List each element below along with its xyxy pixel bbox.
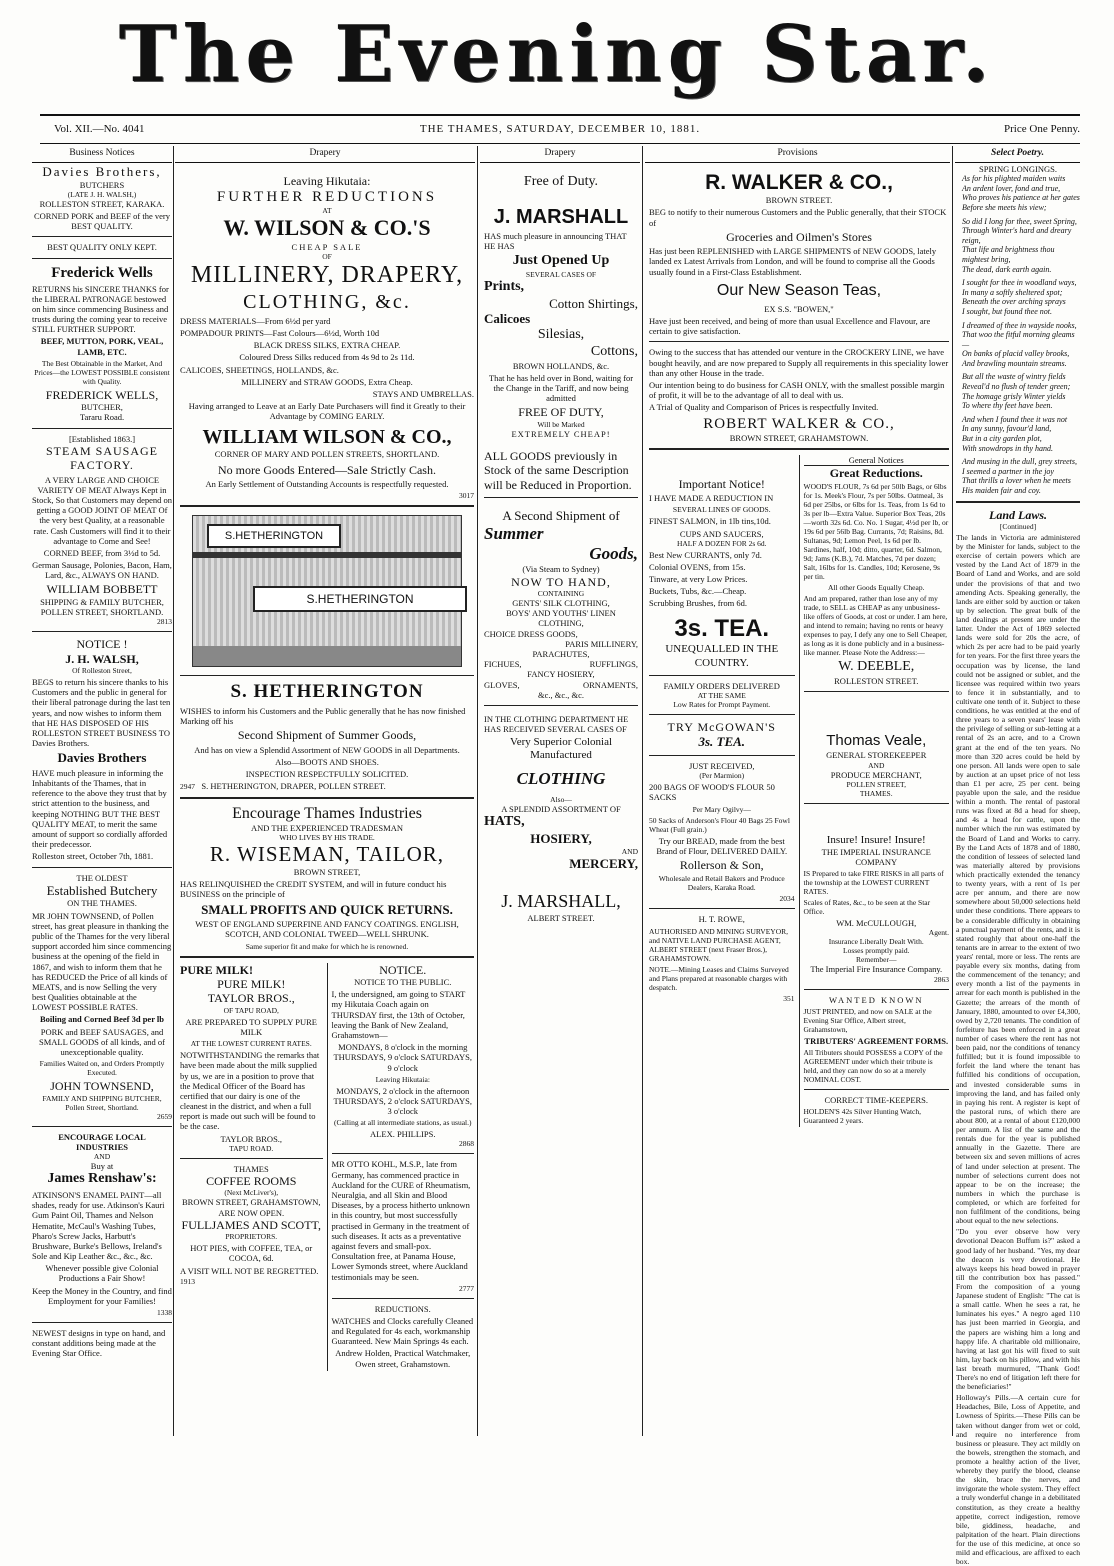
- marshall-has: HAS much pleasure in announcing THAT HE HAS: [484, 230, 627, 251]
- wells-thanks: RETURNS his SINCERE THANKS for the LIBERAL PATRONAGE bestowed on him since commencing Business and trusts during the coming year to receive STILL FURTHER SUPPORT.: [32, 283, 169, 335]
- issue-date: THE THAMES, SATURDAY, DECEMBER 10, 1881.: [419, 123, 701, 135]
- poem-line: That thrills a lover when he meets: [962, 476, 1071, 486]
- poem-line: Reveal'd no flush of tender green;: [962, 382, 1071, 392]
- and-3: AND: [621, 846, 638, 856]
- poem-line: And brawling mountain streams.: [962, 358, 1067, 368]
- all-goods: ALL GOODS previously in Stock of the same Description will be Reduced in Proportion.: [484, 448, 632, 492]
- etc: &c., &c., &c.: [537, 689, 585, 700]
- deeble-text: And am prepared, rather than lose any of my trade, to SELL as CHEAP as any unbusiness-like offers of Goods, at cost or under. I am here, and intend to remain; having no rents or heavy expenses to pay, I defy any one to Sell Cheaper, as long as it is done publicly and in a business-like manner. Please Note the Address:—: [803, 594, 948, 658]
- general-storekeeper: GENERAL STOREKEEPER: [826, 750, 927, 761]
- all-other: All other Goods Equally Cheap.: [828, 583, 925, 593]
- now-open: ARE NOW OPEN.: [218, 1207, 285, 1218]
- sausage-text: A VERY LARGE AND CHOICE VARIETY OF MEAT Always Kept in Stock, So that Customers may depend on getting a GOOD JOINT OF MEAT Of the very best Quality, at a reasonable rate. Cash Customers will find it to their advantage to Come and See!: [32, 474, 173, 546]
- visit: A VISIT WILL NOT BE REGRETTED.: [180, 1265, 319, 1276]
- column-provisions: [649, 164, 949, 1436]
- continued: [Continued]: [999, 521, 1037, 531]
- hetherington-second: Second Shipment of Summer Goods,: [237, 728, 417, 743]
- boiling: Boiling and Corned Beef 3d per lb: [39, 1014, 165, 1025]
- rollerson-sub: Wholesale and Retail Bakers and Produce Dealers, Karaka Road.: [658, 874, 785, 893]
- sausage-german: German Sausage, Polonies, Bacon, Ham, Lard, &c., ALWAYS ON HAND.: [32, 560, 172, 581]
- holden-watch: HOLDEN'S 42s Silver Hunting Watch, Guaranteed 2 years.: [803, 1107, 921, 1126]
- notice-public: NOTICE TO THE PUBLIC.: [354, 977, 452, 988]
- coffee-rooms: COFFEE ROOMS: [206, 1174, 297, 1189]
- bowen: EX S.S. "BOWEN,": [764, 303, 834, 314]
- imp-prepared: IS Prepared to take FIRE RISKS in all parts of the township at the LOWEST CURRENT RATES.: [803, 869, 944, 897]
- wiseman-heading: R. WISEMAN, TAILOR,: [209, 841, 445, 866]
- pompadour: POMPADOUR PRINTS—Fast Colours—6½d, Worth 10d: [180, 327, 380, 338]
- davies-corned: CORNED PORK and BEEF of the very BEST QUALITY.: [34, 210, 170, 232]
- townsend-sub: FAMILY AND SHIPPING BUTCHER, Pollen Street, Shortland.: [42, 1093, 162, 1112]
- paris: PARIS MILLINERY,: [565, 638, 638, 649]
- reductions: REDUCTIONS.: [374, 1303, 431, 1314]
- poem-line: Before she meets his view;: [962, 202, 1047, 212]
- poem-line: I dreamed of thee in wayside nooks,: [962, 320, 1077, 330]
- replenished: Has just been REPLENISHED with LARGE SHIPMENTS of NEW GOODS, lately landed ex Latest Arrivals from London, and will be found to comprise all the Goods usually found in a First-Class Establishment.: [649, 246, 937, 277]
- davies-address: ROLLESTON STREET, KARAKA.: [39, 198, 165, 209]
- rollerson-no: 2034: [779, 894, 795, 904]
- robert-walker-addr: BROWN STREET, GRAHAMSTOWN.: [729, 432, 869, 443]
- containing: CONTAINING: [537, 589, 585, 598]
- agent: Agent.: [928, 928, 949, 938]
- losses: Losses promptly paid.: [843, 946, 910, 956]
- wiseman-street: BROWN STREET,: [293, 867, 361, 878]
- tea-price-2: 3s. TEA.: [698, 734, 746, 750]
- hetherington-inspection: INSPECTION RESPECTFULLY SOLICITED.: [245, 769, 409, 780]
- column-head-drapery-2: Drapery: [480, 148, 640, 163]
- clothing-heading: CLOTHING, &c.: [243, 290, 411, 313]
- wilson-no: 3017: [459, 491, 474, 501]
- colored-silks: Coloured Dress Silks reduced from 4s 9d to 2s 11d.: [239, 352, 415, 363]
- at: AT: [322, 206, 332, 216]
- fancy-hosiery: FANCY HOSIERY,: [527, 669, 595, 680]
- volume-number: Vol. XII.—No. 4041: [54, 123, 145, 135]
- second-shipment: A Second Shipment of: [502, 508, 620, 524]
- low-rates: Low Rates for Prompt Payment.: [673, 700, 771, 710]
- davies2-text: HAVE much pleasure in informing the Inhabitants of the Thames, that in reference to the above they trust that by strict attention to the business, and keeping NOTHING BUT THE BEST QUALITY MEAT, to merit the same amount of support so cordially afforded their predecessor.: [32, 767, 168, 850]
- several-lines: SEVERAL LINES OF GOODS.: [672, 505, 771, 515]
- column-divider: [952, 146, 953, 1436]
- tinware: Tinware, at very Low Prices.: [649, 574, 748, 585]
- davies-sub: BUTCHERS: [79, 179, 125, 190]
- land-laws: Land Laws.: [988, 507, 1047, 522]
- prints: Prints,: [484, 278, 525, 294]
- held-in-bond: That he has held over in Bond, waiting for the Change in the Tariff, and now being admitted: [488, 372, 634, 404]
- deeble: W. DEEBLE,: [838, 659, 915, 675]
- black-silks: BLACK DRESS SILKS, EXTRA CHEAP.: [253, 340, 401, 351]
- no-more-goods: No more Goods Entered—Sale Strictly Cash.: [218, 462, 436, 477]
- imperial-fire: The Imperial Fire Insurance Company.: [810, 964, 943, 975]
- renshaw-heading: James Renshaw's:: [47, 1171, 157, 1187]
- column-head-business: Business Notices: [32, 148, 172, 163]
- buy-at: Buy at: [90, 1160, 114, 1171]
- rowe-no: 351: [783, 993, 795, 1003]
- imperial: THE IMPERIAL INSURANCE COMPANY: [821, 846, 931, 868]
- hetherington-no: 2947: [180, 782, 195, 792]
- poem-line: Through Winter's hard and dreary reign,: [962, 226, 1072, 245]
- now-to-hand: NOW TO HAND,: [511, 574, 611, 589]
- calicoes-3: Calicoes: [484, 311, 531, 327]
- wells-beef: BEEF, MUTTON, PORK, VEAL, LAMB, ETC.: [40, 336, 164, 357]
- fichues: FICHUES,: [484, 659, 522, 670]
- wwc-heading: WILLIAM WILSON & CO.,: [202, 426, 452, 449]
- unequalled: UNEQUALLED IN THE COUNTRY.: [665, 643, 779, 669]
- encourage-thames: Encourage Thames Industries: [232, 804, 422, 822]
- also: Also—: [550, 795, 572, 805]
- townsend-text: MR JOHN TOWNSEND, of Pollen street, has great pleasure in thanking the public of the Thames for the very liberal support accorded him since commencing business at the opening of the field in 1867, and wish to inform them that he has REDUCED the Price of all kinds of MEATS, and is now Selling the very best Qualities obtainable at the LOWEST POSSIBLE RATES.: [32, 910, 172, 1013]
- gents: GENTS' SILK CLOTHING,: [512, 598, 610, 608]
- renshaw-money: Keep the Money in the Country, and find Employment for your Families!: [32, 1285, 172, 1306]
- poem-line: In any sunny, favour'd land,: [962, 424, 1052, 434]
- renshaw-items: ATKINSON'S ENAMEL PAINT—all shades, ready for use. Atkinson's Kauri Gum Paint Oil, Thames and Nelson Hematite, McCaul's Washing Tubes, Pharo's Screw Jacks, Harbutt's Brushware, Burke's Bellows, Ireland's Sole and Kip Leather &c., &c., &c.: [32, 1189, 165, 1262]
- poem-line: The homage grisly Winter yields: [962, 391, 1066, 401]
- poem-line: With snowdrops in thy hand.: [962, 443, 1054, 453]
- column-head-drapery-1: Drapery: [175, 148, 475, 163]
- column-head-provisions: Provisions: [645, 148, 950, 163]
- renshaw-no: 1338: [157, 1308, 172, 1317]
- notice-heading: NOTICE !: [76, 637, 128, 652]
- shop-sign-top: S.HETHERINGTON: [207, 524, 341, 548]
- price: Price One Penny.: [1004, 123, 1080, 135]
- fulljames: FULLJAMES AND SCOTT,: [181, 1217, 321, 1232]
- bread: Try our BREAD, made from the best Brand of Flour, DELIVERED DAILY.: [656, 835, 788, 856]
- sausage-corned: CORNED BEEF, from 3½d to 5d.: [43, 547, 161, 558]
- phillips-no: 2868: [459, 1139, 474, 1149]
- west-of-england: WEST OF ENGLAND SUPERFINE AND FANCY COATINGS. ENGLISH, SCOTCH, AND COLONIAL TWEED—WELL SHRUNK.: [195, 919, 459, 940]
- poem: [956, 174, 1080, 495]
- imp-no: 2863: [934, 974, 949, 984]
- hetherington-view: And has on view a Splendid Assortment of NEW GOODS in all Departments.: [194, 744, 460, 755]
- walsh-text: BEGS to return his sincere thanks to his Customers and the public in general for their liberal patronage during the last ten years, and now wishes to inform them that HE HAS DISPOSED OF HIS ROLLESTON STREET BUSINESS TO Davies Brothers.: [32, 677, 171, 749]
- butchery-sub: ON THE THAMES.: [67, 898, 137, 909]
- mercery: MERCERY,: [569, 855, 638, 871]
- kohl-text: MR OTTO KOHL, M.S.P., late from Germany, has commenced practice in Auckland for the CURE of Rheumatism, Neuralgia, and all Skin and Blood Diseases, by a process hitherto unknown in this country, but most successfully practised in Germany in the treatment of such diseases. It acts as a preventative against fevers and small-pox. Consultation free, at Panama House, Lower Symonds street, where Auckland testimonials may be seen.: [331, 1159, 471, 1282]
- pollen-street: POLLEN STREET,: [846, 779, 906, 789]
- and-4: AND: [868, 760, 885, 770]
- trial: A Trial of Quality and Comparison of Prices is respectfully Invited.: [649, 402, 879, 413]
- sausage-heading: STEAM SAUSAGE FACTORY.: [45, 443, 158, 473]
- notice-text: I, the undersigned, am going to START my Hikutaia Coach again on THURSDAY first, the 13th of October, leaving the Bank of New Zealand, Grahamstown—: [331, 989, 466, 1040]
- oldest: THE OLDEST: [76, 872, 128, 883]
- pure-milk-2: PURE MILK!: [217, 977, 286, 992]
- bags: 200 BAGS OF WOOD'S FLOUR 50 SACKS: [649, 782, 775, 803]
- stays: STAYS AND UMBRELLAS.: [372, 388, 474, 399]
- rufflings: RUFFLINGS,: [589, 659, 638, 670]
- wells-butcher: BUTCHER,: [81, 402, 123, 413]
- choice: CHOICE DRESS GOODS,: [484, 628, 578, 639]
- splendid: A SPLENDID ASSORTMENT OF: [501, 804, 621, 815]
- correct-time: CORRECT TIME-KEEPERS.: [824, 1095, 929, 1106]
- insurance-liberal: Insurance Liberally Dealt With.: [828, 937, 924, 947]
- extremely-cheap: EXTREMELY CHEAP!: [511, 428, 611, 439]
- small-profits: SMALL PROFITS AND QUICK RETURNS.: [201, 901, 453, 917]
- column-divider: [477, 146, 478, 1436]
- dateline-rule: [40, 143, 1080, 144]
- experienced-tradesman: AND THE EXPERIENCED TRADESMAN: [251, 822, 403, 833]
- brown-hollands: BROWN HOLLANDS, &c.: [512, 360, 610, 371]
- cotton-shirtings: Cotton Shirtings,: [549, 295, 638, 311]
- brown-street-grahamstown: BROWN STREET, GRAHAMSTOWN,: [181, 1197, 321, 1208]
- poem-line: To where thy feet have been.: [962, 401, 1053, 411]
- millinery-straw: MILLINERY and STRAW GOODS, Extra Cheap.: [241, 376, 413, 387]
- coach-times-2: MONDAYS, 2 o'clock in the afternoon THURSDAYS, 2 o'clock SATURDAYS, 3 o'clock: [333, 1085, 473, 1117]
- kohl-no: 2777: [459, 1283, 474, 1293]
- several-cases: SEVERAL CASES OF: [525, 269, 597, 279]
- poem-line: Beneath the over arching sprays: [962, 297, 1066, 307]
- shop-sign-front: S.HETHERINGTON: [253, 586, 467, 612]
- thames-v: THAMES.: [859, 788, 893, 798]
- poem-line: As for his plighted maiden waits: [962, 174, 1066, 184]
- hetherington-heading: S. HETHERINGTON: [230, 681, 424, 703]
- parachutes: PARACHUTES,: [532, 648, 590, 659]
- column-business-notices: [32, 164, 172, 1436]
- marshall-2: J. MARSHALL,: [501, 891, 621, 912]
- rowe: H. T. ROWE,: [698, 914, 745, 925]
- families: Families Waited on, and Orders Promptly Executed.: [39, 1059, 165, 1078]
- watches: WATCHES and Clocks carefully Cleaned and Regulated for 4s each, workmanship Guaranteed. New Main Springs 4s each.: [331, 1315, 474, 1347]
- notice-heading-2: NOTICE.: [379, 962, 427, 977]
- spring-longings: SPRING LONGINGS.: [979, 164, 1057, 174]
- prepared-milk: ARE PREPARED TO SUPPLY PURE MILK: [185, 1016, 317, 1037]
- davies-best: BEST QUALITY ONLY KEPT.: [47, 242, 157, 253]
- cheap-sale: CHEAP SALE: [291, 241, 363, 252]
- lives-by-trade: WHO LIVES BY HIS TRADE.: [279, 832, 375, 842]
- taylor-bros: TAYLOR BROS.,: [207, 991, 295, 1006]
- robert-walker: ROBERT WALKER & CO.,: [703, 415, 895, 432]
- tapu-road-2: TAPU ROAD.: [229, 1143, 274, 1153]
- thames: THAMES: [233, 1163, 269, 1174]
- notwithstanding: NOTWITHSTANDING the remarks that have been made about the milk supplied by us, we are in a position to prove that the Medical Officer of the Board has certified that our dairy is one of the cleanest in the district, and when a full report is made out such will be found to be the case.: [180, 1050, 320, 1132]
- poem-line: In many a softly sheltered spot;: [962, 287, 1063, 297]
- poem-line: That woo the fitful morning gleams—: [962, 330, 1075, 349]
- dress-materials: DRESS MATERIALS—From 6½d per yard: [180, 315, 331, 326]
- will-be-marked: Will be Marked: [537, 419, 585, 429]
- salmon: FINEST SALMON, in 1lb tins,10d.: [649, 516, 771, 527]
- rollerson: Rollerson & Son,: [679, 857, 764, 872]
- free-duty-2: FREE OF DUTY,: [518, 405, 604, 420]
- walker-street: BROWN STREET.: [765, 195, 833, 206]
- poem-line: The dead, dark earth again.: [962, 264, 1052, 274]
- poem-line: His maiden fair and coy.: [962, 486, 1041, 495]
- leaving-thames: Leaving Hikutaia:: [283, 174, 371, 188]
- bobbett-name: WILLIAM BOBBETT: [46, 582, 158, 597]
- produce: PRODUCE MERCHANT,: [830, 769, 922, 780]
- further-reductions: FURTHER REDUCTIONS: [216, 189, 438, 206]
- ovens: Colonial OVENS, from 15s.: [649, 561, 746, 572]
- poem-line: Who proves his patience at her gates: [962, 193, 1080, 203]
- visit-no: 1913: [180, 1276, 195, 1286]
- hosiery: HOSIERY,: [530, 831, 592, 846]
- poem-line: An ardent lover, fond and true,: [962, 183, 1061, 193]
- lowest-rates: AT THE LOWEST CURRENT RATES.: [190, 1039, 312, 1049]
- via-steam: (Via Steam to Sydney): [522, 564, 600, 575]
- poem-line: I sought for thee in woodland ways,: [962, 278, 1077, 288]
- tapu-road: OF TAPU ROAD,: [223, 1005, 279, 1015]
- owing: Owing to the success that has attended our venture in the CROCKERY LINE, we have bought heavily, and are now prepared to Supply all requirements in this speciality lower than any other House in the trade.: [649, 347, 949, 378]
- hetherington-address: S. HETHERINGTON, DRAPER, POLLEN STREET.: [201, 781, 386, 792]
- new-season-teas: Our New Season Teas,: [716, 281, 882, 299]
- tea-price: 3s. TEA.: [674, 614, 770, 642]
- groceries: Groceries and Oilmen's Stores: [726, 229, 872, 244]
- deeble-street: ROLLESTON STREET.: [834, 676, 919, 687]
- anecdotes: "Do you ever observe how very devotional Deacon Buffum is?" asked a good lady of her husband. "Yes, my dear the deacon is very devotional. He always keeps his head bowed in prayer till the contribution box has passed." From the composition of a young Japanese student of English: "The cat is a small cattle. When he sees a rat, he luminates his eyes." A negro aged 110 has just been married in Georgia, and the papers are wishing him a long and happy life. A charitable old millionaire, having at last got his will fixed to suit him, lay back on his pillow, and with his last breath murmured, "Thank God! There's no end of litigation left there for the beneficiaries!": [956, 1227, 1080, 1392]
- summer: Summer: [484, 523, 544, 543]
- general-notices-head: General Notices: [804, 455, 950, 466]
- wells-road: Tararu Road.: [79, 412, 125, 423]
- try-mcgowan: TRY McGOWAN'S: [667, 720, 776, 735]
- column-head-poetry: Select Poetry.: [955, 148, 1080, 163]
- rowe-note: NOTE.—Mining Leases and Claims Surveyed and Plans prepared at reasonable charges with despatch.: [649, 964, 789, 992]
- wiseman-relinquished: HAS RELINQUISHED the CREDIT SYSTEM, and will in future conduct his BUSINESS on the principle of: [180, 879, 447, 900]
- davies-late: (LATE J. H. WALSH,): [67, 189, 137, 199]
- wells-heading: Frederick Wells: [51, 264, 153, 281]
- rowe-text: AUTHORISED AND MINING SURVEYOR, and NATIVE LAND PURCHASE AGENT, ALBERT STREET (next Fraser Bros.), GRAHAMSTOWN.: [649, 926, 788, 963]
- same-fit: Same superior fit and make for which he is renowned.: [245, 941, 409, 951]
- poem-line: I seemed a partner in the joy: [962, 466, 1054, 476]
- marmion: (Per Marmion): [699, 771, 745, 781]
- ogilvy: Per Mary Ogilvy—: [692, 804, 751, 814]
- scales: Scales of Rates, &c., to be seen at the Star Office.: [803, 898, 931, 917]
- brushes: Scrubbing Brushes, from 6d.: [649, 598, 747, 609]
- clothing-dept: IN THE CLOTHING DEPARTMENT HE HAS RECEIVED SEVERAL CASES OF: [484, 713, 629, 735]
- poem-line: And when I found thee it was not: [962, 414, 1068, 424]
- phillips: ALEX. PHILLIPS.: [370, 1129, 436, 1140]
- davies2-heading: Davies Brothers: [57, 750, 147, 766]
- bobbett-no: 2813: [157, 617, 172, 627]
- townsend-name: JOHN TOWNSEND,: [50, 1079, 154, 1094]
- remember: Remember—: [856, 955, 897, 965]
- hats: HATS,: [484, 814, 525, 830]
- masthead-rule: [40, 114, 1080, 116]
- silesias: Silesias,: [537, 326, 585, 342]
- boys: BOYS' AND YOUTHS' LINEN CLOTHING,: [506, 608, 616, 629]
- great-reductions: Great Reductions.: [829, 465, 923, 480]
- column-poetry: [956, 164, 1080, 1566]
- important-notice: Important Notice!: [678, 476, 765, 491]
- millinery-heading: MILLINERY, DRAPERY,: [190, 261, 464, 288]
- all-tributers: All Tributers should POSSESS a COPY of the AGREEMENT under which their tribute is held, and they can now do so at a merely NOMINAL COST.: [803, 1048, 943, 1085]
- hetherington-shop-engraving: [192, 515, 462, 667]
- poem-line: I sought, but found thee not.: [962, 306, 1052, 316]
- wwc-corner: CORNER OF MARY AND POLLEN STREETS, SHORTLAND.: [214, 449, 440, 460]
- coach-times-1: MONDAYS, 8 o'clock in the morning THURSDAYS, 9 o'clock SATURDAYS, 9 o'clock: [333, 1042, 473, 1073]
- walsh-of: Of Rolleston Street,: [72, 666, 132, 675]
- davies2-date: Rolleston street, October 7th, 1881.: [32, 851, 154, 862]
- free-of-duty: Free of Duty.: [523, 174, 599, 189]
- land-text: The lands in Victoria are administered by the Minister for lands, subject to the exercise of certain powers which are vested by the Land Act of 1879 in the Board of Land and Works, and are sold under the provisions of that and two amending Acts. Speaking generally, the lands are either sold by auction or taken up by selection. The great bulk of the land dealings at present are under the latter. Under the Act of 1869 selected lands were sold for 20s the acre, of which 2s per acre had to be paid yearly for ten years. For the first three years the occupation was by license, the land could not be assigned or sublet, and the licensee was required within two years to fence it in substantially, and to cultivate one tenth of it. Subject to these conditions, he was entitled at the end of three years to a seven years' lease with the privilege of selling or sub-letting at a rental of 2s an acre, and to a Crown grant at the end of the ten years. No more than 320 acres could be held by one person. All lands were open to sale by auction at an upset price of not less than £1 per acre, 25 per cent. being payable upon the sale, and the residue within a month. The rental of pastoral runs was fixed at 8d a head for sheep, and 4s a head for cattle, upon the number which the run was estimated by the Board of Land and Works to carry. By the Land Acts of 1878 and of 1880, the condition of lessees of selected land was materially altered by provisions which practically extended the tenancy to twenty years, with a rent of 1s per acre per annum, and there are now somewhere about 50,000 selections held under these conditions. There appears to be a considerable difficulty in obtaining a punctual payment of the rents, and it is stated roughly that about one-half the tenants are in arrear to the extent of two years' rental, more or less. The rents are payable every six months, dating from the commencement of the tenancy; and every month a list of the payments in arrear for each month is published in the Gazette; the arrears of the month of January, 1880, amounted to over £4,300, owed by 2,720 tenants. The condition of forfeiture has been enforced in a great number of cases where the rent has not been paid, nor the conditions of tenancy fulfilled; but it is found impossible to forfeit the land where the tenant has fulfilled his conditions of occupation, and invested considerable sums in improving the land, and has failed only in paying his rent. A register is kept of the pastoral runs, of which there are about 800, at a rental of about £120,000 per annum. A list of the same and the rentals due for the year is published annually in the Gazette. There are between six and seven millions of acres of land under selection at present. The number of selections current does not appear to be on the increase; the numbers in which the purchase is completed, or which are forfeited for non fulfilment of the conditions, being about equal to the new selections.: [956, 532, 1080, 1226]
- holloway-pills: Holloway's Pills.—A certain cure for Headaches, Bile, Loss of Appetite, and Lowness of Spirits.—These Pills can be taken without danger from wet or cold, and require no interference from business or pleasure. They act mildly on the bowels, strengthen the stomach, and promote a healthy action of the liver, whereby they purify the blood, cleanse the skin, brace the nerves, and invigorate the whole system. They effect a truly wonderful change in a debilitated constitution, as they create a healthy appetite, correct indigestion, remove bile, giddiness, headache, and palpitation of the heart. Plain directions for the use of this medicine, at once so mild and efficacious, are affixed to each box.: [956, 1393, 1080, 1566]
- at-same: AT THE SAME: [697, 691, 746, 701]
- calicoes: CALICOES, SHEETINGS, HOLLANDS, &c.: [180, 364, 339, 375]
- proprietors: PROPRIETORS.: [225, 1232, 278, 1242]
- taylor-bros-2: TAYLOR BROS.,: [220, 1133, 283, 1144]
- calling: (Calling at all intermediate stations, as usual.): [334, 1118, 472, 1128]
- currants: Best New CURRANTS, only 7d.: [649, 549, 762, 560]
- walsh-name: J. H. WALSH,: [65, 651, 139, 666]
- gloves: GLOVES,: [484, 679, 520, 690]
- column-drapery-1: [180, 164, 474, 1436]
- and: AND: [93, 1151, 111, 1161]
- wells-best: The Best Obtainable in the Market, And Prices—the LOWEST POSSIBLE consistent with Quality.: [34, 358, 170, 386]
- early-settlement: An Early Settlement of Outstanding Accounts is respectfully requested.: [205, 479, 449, 490]
- column-divider: [642, 146, 643, 1436]
- pure-milk: PURE MILK!: [180, 962, 253, 977]
- column-drapery-2: [484, 164, 638, 1436]
- just-received: JUST RECEIVED,: [689, 761, 755, 771]
- tributers: TRIBUTERS' AGREEMENT FORMS.: [804, 1035, 949, 1046]
- column-divider: [173, 146, 174, 1436]
- albert-street: ALBERT STREET.: [527, 912, 595, 923]
- wanted-known: WANTED KNOWN: [828, 994, 924, 1005]
- made-reduction: I HAVE MADE A REDUCTION IN: [649, 493, 774, 504]
- very-superior: Very Superior Colonial Manufactured: [509, 736, 613, 762]
- woods-flour: WOOD'S FLOUR, 7s 6d per 50lb Bags, or 6lbs for 1s. Meek's Flour, 7s per 50lbs. Oatmeal, 3s 6d per 25lbs, or 6lbs for 1s. Teas, from 1s 6d to 3s per lb—Extra Value. Superior Box Teas, 20s—worth 32s 6d. Co. No. 1 Sugar, 4½d per lb, or 19s 6d per 56lb Bag. Currants, 7d; Raisins, 8d. Sultanas, 9d; Lemon Peel, 1s 6d per lb. Sardines, half, 10d; ditto, quarter, 6d. Salmon, 9d; Jams (K.B.), 7d. Matches, 7d per dozen; Salt, 16lbs for 1s. Candles, 10d; Kerosene, 9s per tin.: [803, 482, 949, 582]
- established: [Established 1863.]: [68, 433, 136, 444]
- hot-pies: HOT PIES, with COFFEE, TEA, or COCOA, 6d.: [190, 1243, 313, 1264]
- hetherington-boots: Also—BOOTS AND SHOES.: [275, 756, 379, 767]
- ornaments: ORNAMENTS,: [582, 679, 638, 690]
- leaving-hikutaia: Leaving Hikutaia:: [375, 1074, 430, 1084]
- masthead: [0, 0, 1114, 110]
- just-printed: JUST PRINTED, and now on SALE at the Evening Star Office, Albert street, Grahamstown,: [803, 1006, 932, 1034]
- walker-begs: BEG to notify to their numerous Customers and the Public generally, that their STOCK of: [649, 207, 947, 228]
- of: OF: [322, 251, 332, 261]
- wells-name: FREDERICK WELLS,: [45, 387, 159, 402]
- poem-line: And musing in the dull, grey streets,: [962, 457, 1077, 467]
- poem-line: But in a city garden plot,: [962, 434, 1042, 444]
- cottons: Cottons,: [590, 343, 638, 359]
- cups: CUPS AND SAUCERS,: [679, 528, 764, 539]
- poem-line: That life and brightness thou mightest bring,: [962, 245, 1055, 264]
- bobbett-sub: SHIPPING & FAMILY BUTCHER, POLLEN STREET, SHORTLAND.: [40, 596, 164, 618]
- poem-line: On banks of placid valley brooks,: [962, 349, 1070, 359]
- veale: Thomas Veale,: [826, 732, 927, 750]
- davies-heading: Davies Brothers,: [42, 164, 162, 179]
- poem-line: So did I long for thee, sweet Spring,: [962, 216, 1077, 226]
- goods: Goods,: [589, 544, 638, 564]
- family-orders: FAMILY ORDERS DELIVERED: [663, 680, 780, 691]
- walker-heading: R. WALKER & CO.,: [705, 171, 893, 194]
- holden-watchmaker: Andrew Holden, Practical Watchmaker, Owen street, Grahamstown.: [335, 1348, 471, 1369]
- oats: 50 Sacks of Anderson's Flour 40 Bags 25 Fowl Wheat (Full grain.): [649, 815, 790, 834]
- hetherington-text: WISHES to inform his Customers and the Public generally that he has now finished Marking off his: [180, 706, 466, 727]
- dateline: [40, 121, 1080, 141]
- newspaper-title: The Evening Star.: [118, 9, 996, 100]
- butchery-heading: Established Butchery: [46, 882, 158, 898]
- pork: PORK and BEEF SAUSAGES, and SMALL GOODS of all kinds, and of unexceptionable quality.: [39, 1026, 165, 1057]
- mcliver: (Next McLiver's),: [224, 1188, 279, 1198]
- mcculloch: WM. McCULLOUGH,: [836, 918, 917, 929]
- poem-line: But all the waste of wintry fields: [962, 372, 1066, 382]
- encourage-local: ENCOURAGE LOCAL INDUSTRIES: [58, 1131, 146, 1152]
- half-dozen: HALF A DOZEN FOR 2s 6d.: [676, 538, 767, 548]
- insure: Insure! Insure! Insure!: [826, 833, 926, 846]
- wilson-heading: W. WILSON & CO.'S: [223, 215, 431, 241]
- townsend-no: 2659: [157, 1111, 172, 1121]
- teas-text: Have just been received, and being of more than usual Excellence and Flavour, are certain to give satisfaction.: [649, 316, 931, 337]
- intention: Our intention being to do business for CASH ONLY, with the smallest possible margin of profit, it will be to the advantage of all to deal with us.: [649, 380, 945, 401]
- just-opened: Just Opened Up: [512, 253, 610, 269]
- having-arranged: Having arranged to Leave at an Early Date Purchasers will find it Greatly to their Advantage by COMING EARLY.: [188, 401, 466, 422]
- newest-designs: NEWEST designs in type on hand, and constant additions being made at the Evening Star Office.: [32, 1328, 166, 1359]
- clothing-3: CLOTHING: [516, 768, 606, 788]
- renshaw-more: Whenever possible give Colonial Productions a Fair Show!: [45, 1263, 159, 1284]
- buckets: Buckets, Tubs, &c.—Cheap.: [649, 586, 747, 597]
- marshall-heading: J. MARSHALL: [493, 205, 629, 228]
